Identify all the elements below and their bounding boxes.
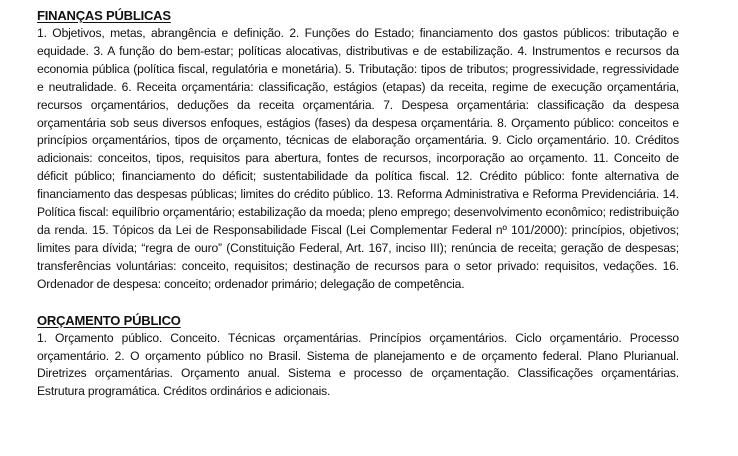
section-title-orcamento-publico: ORÇAMENTO PÚBLICO bbox=[37, 312, 181, 328]
section-body-orcamento-publico: 1. Orçamento público. Conceito. Técnicas orçamentárias. Princípios orçamentários. Ciclo orçamentário. Processo orçamentário. 2. O orçamento público no Brasil. Sistema de planejamento e de orçamento federal. Plano Plurianual. Diretrizes orçamentárias. Orçamento anual. Sistema e processo de orçamentação. Classificações orçamentárias. Estrutura programática. Créditos ordinários e adicionais. bbox=[37, 330, 679, 399]
section-body-financas-publicas: 1. Objetivos, metas, abrangência e definição. 2. Funções do Estado; financiamento dos gastos públicos: tributação e equidade. 3. A função do bem-estar; políticas alocativas, distributivas e de estabilização. 4. Instrumentos e recursos da economia pública (política fiscal, regulatória e monetária). 5. Tributação: tipos de tributos; progressividade, regressividade e neutralidade. 6. Receita orçamentária: classificação, estágios (etapas) da receita, regime de execução orçamentária, recursos orçamentários, deduções da receita orçamentária. 7. Despesa orçamentária: classificação da despesa orçamentária sob seus diversos enfoques, estágios (fases) da despesa orçamentária. 8. Orçamento público: conceitos e princípios orçamentários, tipos de orçamento, técnicas de elaboração orçamentária. 9. Ciclo orçamentário. 10. Créditos adicionais: conceitos, tipos, requisitos para abertura, fontes de recursos, incorporação ao orçamento. 11. Conceito de déficit público; financiamento do déficit; sustentabilidade da política fiscal. 12. Crédito público: fonte alternativa de financiamento das despesas públicas; limites do crédito público. 13. Reforma Administrativa e Reforma Previdenciária. 14. Política fiscal: equilíbrio orçamentário; estabilização da moeda; pleno emprego; desenvolvimento econômico; redistribuição da renda. 15. Tópicos da Lei de Responsabilidade Fiscal (Lei Complementar Federal nº 101/2000): princípios, objetivos; limites para dívida; “regra de ouro” (Constituição Federal, Art. 167, inciso III); renúncia de receita; geração de despesas; transferências voluntárias: conceito, requisitos; destinação de recursos para o setor privado: requisitos, vedações. 16. Ordenador de despesa: conceito; ordenador primário; delegação de competência. bbox=[37, 26, 679, 291]
document-page bbox=[37, 7, 679, 401]
section-financas-publicas bbox=[37, 7, 679, 294]
section-title-financas-publicas: FINANÇAS PÚBLICAS bbox=[37, 8, 171, 23]
section-orcamento-publico bbox=[37, 312, 679, 402]
